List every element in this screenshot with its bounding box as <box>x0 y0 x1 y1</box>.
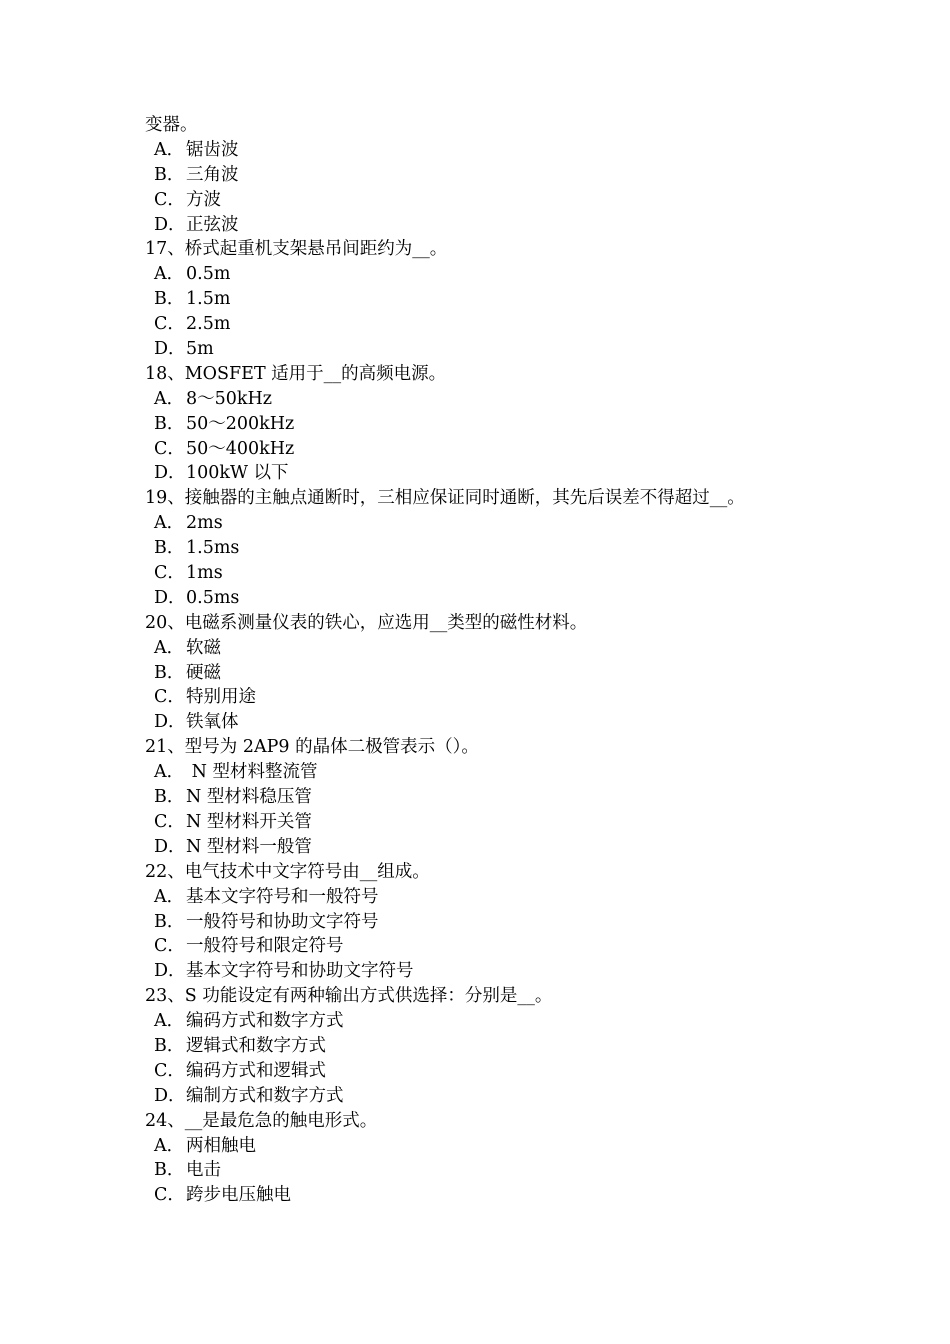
option-letter: C． <box>154 687 185 708</box>
answer-option <box>145 885 925 910</box>
option-letter: A． <box>154 1135 185 1156</box>
option-letter: A． <box>154 637 185 658</box>
answer-option <box>145 337 925 362</box>
answer-option <box>145 461 925 486</box>
option-letter: B． <box>154 1035 185 1056</box>
question-text: 17、桥式起重机支架悬吊间距约为__。 <box>145 239 448 260</box>
question-text: 21、型号为 2AP9 的晶体二极管表示（）。 <box>145 737 479 758</box>
answer-option <box>145 387 925 412</box>
option-letter: A． <box>154 513 185 534</box>
option-text: 2ms <box>186 513 223 534</box>
option-text: 1.5ms <box>186 538 240 559</box>
option-text: 50～400kHz <box>186 438 295 459</box>
question-text: 18、MOSFET 适用于__的高频电源。 <box>145 363 447 384</box>
answer-option <box>145 710 925 735</box>
option-text: 0.5m <box>186 264 231 285</box>
option-letter: C． <box>154 811 185 832</box>
option-letter: A． <box>154 1011 185 1032</box>
option-text: 两相触电 <box>186 1135 256 1156</box>
answer-option <box>145 785 925 810</box>
answer-option <box>145 586 925 611</box>
option-text: 一般符号和协助文字符号 <box>186 911 379 932</box>
answer-option <box>145 287 925 312</box>
option-text: 编制方式和数字方式 <box>186 1085 344 1106</box>
question-text: 23、S 功能设定有两种输出方式供选择：分别是__。 <box>145 986 553 1007</box>
option-letter: C． <box>154 563 185 584</box>
option-text: 5m <box>186 339 214 360</box>
option-letter: C． <box>154 438 185 459</box>
option-letter: B． <box>154 164 185 185</box>
option-letter: C． <box>154 189 185 210</box>
option-letter: D． <box>154 214 186 235</box>
option-text: 基本文字符号和协助文字符号 <box>186 961 414 982</box>
question-text: 24、__是最危急的触电形式。 <box>145 1110 378 1131</box>
answer-option <box>145 536 925 561</box>
answer-option <box>145 810 925 835</box>
answer-option <box>145 760 925 785</box>
answer-option <box>145 959 925 984</box>
option-letter: C． <box>154 936 185 957</box>
question-text: 20、电磁系测量仪表的铁心，应选用__类型的磁性材料。 <box>145 612 588 633</box>
answer-option <box>145 213 925 238</box>
answer-option <box>145 1158 925 1183</box>
answer-option <box>145 1034 925 1059</box>
option-letter: A． <box>154 264 185 285</box>
option-text: 锯齿波 <box>186 139 239 160</box>
option-letter: A． <box>154 762 185 783</box>
option-text: 一般符号和限定符号 <box>186 936 344 957</box>
option-text: 编码方式和逻辑式 <box>186 1060 326 1081</box>
question-list <box>145 113 925 1208</box>
option-text: N 型材料整流管 <box>186 762 318 783</box>
option-text: 方波 <box>186 189 221 210</box>
option-letter: C． <box>154 1185 185 1206</box>
answer-option <box>145 1009 925 1034</box>
answer-option <box>145 1084 925 1109</box>
answer-option <box>145 511 925 536</box>
option-letter: D． <box>154 961 186 982</box>
option-text: 特别用途 <box>186 687 256 708</box>
option-text: N 型材料开关管 <box>186 811 312 832</box>
option-letter: B． <box>154 413 185 434</box>
answer-option <box>145 412 925 437</box>
answer-option <box>145 262 925 287</box>
answer-option <box>145 561 925 586</box>
option-letter: D． <box>154 339 186 360</box>
answer-option <box>145 312 925 337</box>
answer-option <box>145 835 925 860</box>
option-text: 50～200kHz <box>186 413 295 434</box>
answer-option <box>145 188 925 213</box>
option-letter: D． <box>154 463 186 484</box>
option-letter: A． <box>154 388 185 409</box>
option-letter: D． <box>154 712 186 733</box>
answer-option <box>145 910 925 935</box>
question-text: 变器。 <box>145 115 198 135</box>
option-text: 2.5m <box>186 314 231 335</box>
answer-option <box>145 437 925 462</box>
option-letter: D． <box>154 1085 186 1106</box>
option-letter: B． <box>154 787 185 808</box>
option-letter: B． <box>154 1160 185 1181</box>
answer-option <box>145 1059 925 1084</box>
option-text: 100kW 以下 <box>186 463 289 484</box>
option-text: 8～50kHz <box>186 388 272 409</box>
option-text: 硬磁 <box>186 662 221 683</box>
option-letter: B． <box>154 911 185 932</box>
answer-option <box>145 1183 925 1208</box>
answer-option <box>145 138 925 163</box>
option-text: 跨步电压触电 <box>186 1185 291 1206</box>
answer-option <box>145 163 925 188</box>
answer-option <box>145 685 925 710</box>
option-text: N 型材料一般管 <box>186 836 312 857</box>
option-text: 编码方式和数字方式 <box>186 1011 344 1032</box>
option-letter: B． <box>154 662 185 683</box>
option-letter: C． <box>154 1060 185 1081</box>
option-text: 正弦波 <box>186 214 239 235</box>
question-text: 22、电气技术中文字符号由__组成。 <box>145 861 430 882</box>
option-letter: A． <box>154 139 185 160</box>
answer-option <box>145 934 925 959</box>
option-text: 三角波 <box>186 164 239 185</box>
answer-option <box>145 661 925 686</box>
option-text: 逻辑式和数字方式 <box>186 1035 326 1056</box>
option-letter: B． <box>154 289 185 310</box>
option-text: 软磁 <box>186 637 221 658</box>
option-text: 电击 <box>186 1160 221 1181</box>
option-letter: A． <box>154 886 185 907</box>
option-text: 1.5m <box>186 289 231 310</box>
answer-option <box>145 636 925 661</box>
option-letter: D． <box>154 836 186 857</box>
question-text: 19、接触器的主触点通断时，三相应保证同时通断，其先后误差不得超过__。 <box>145 488 745 509</box>
option-text: 1ms <box>186 563 223 584</box>
option-letter: B． <box>154 538 185 559</box>
option-text: 基本文字符号和一般符号 <box>186 886 379 907</box>
option-text: N 型材料稳压管 <box>186 787 312 808</box>
answer-option <box>145 1134 925 1159</box>
option-text: 0.5ms <box>186 587 240 608</box>
option-letter: C． <box>154 314 185 335</box>
option-text: 铁氧体 <box>186 712 239 733</box>
option-letter: D． <box>154 587 186 608</box>
